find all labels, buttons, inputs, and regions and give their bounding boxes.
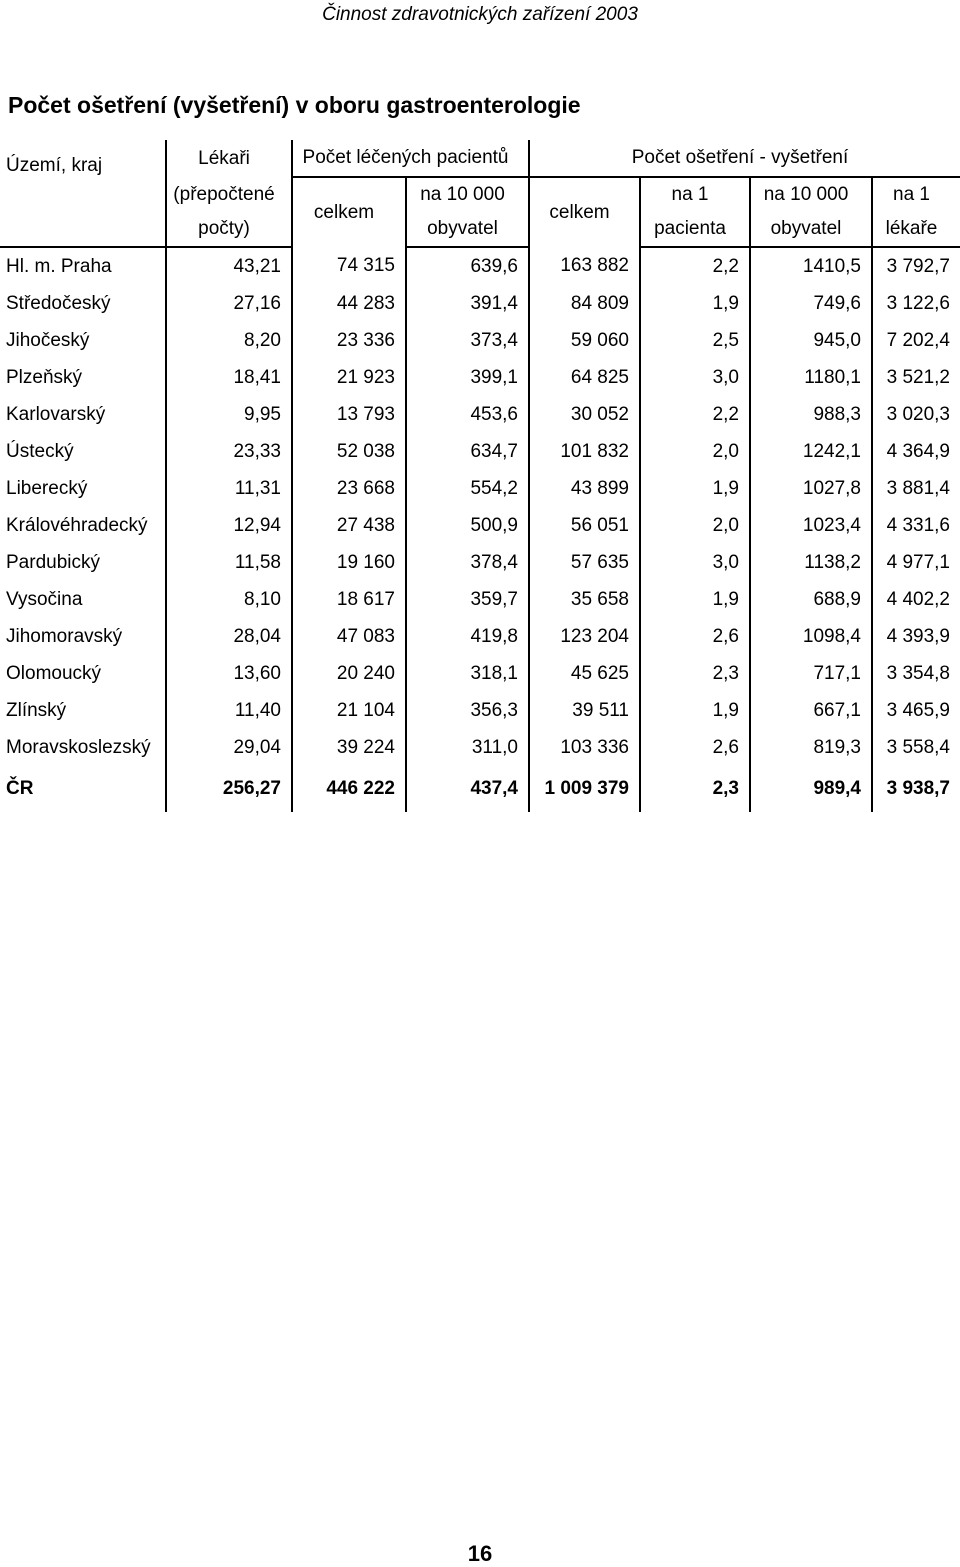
value-cell: 453,6 (406, 396, 529, 433)
value-cell: 318,1 (406, 655, 529, 692)
region-name-cell: Jihomoravský (6, 625, 123, 647)
value-cell: 47 083 (292, 618, 406, 655)
value-cell: 446 222 (292, 766, 406, 812)
value-cell: 819,3 (750, 729, 872, 766)
value-cell: 1,9 (640, 692, 750, 729)
page-number: 16 (467, 1541, 493, 1566)
value-cell: 35 658 (529, 581, 640, 618)
value-cell: 39 224 (292, 729, 406, 766)
value-cell: 3 020,3 (872, 396, 960, 433)
region-name-cell: Ústecký (6, 440, 74, 462)
value-cell: 23,33 (166, 433, 292, 470)
page-title: Počet ošetření (vyšetření) v oboru gastroenterologie (8, 92, 581, 118)
table-row (0, 618, 960, 655)
header-patients-per10k-bottom: obyvatel (406, 212, 529, 247)
value-cell: 1 009 379 (529, 766, 640, 812)
value-cell: 717,1 (750, 655, 872, 692)
value-cell: 989,4 (750, 766, 872, 812)
value-cell: 399,1 (406, 359, 529, 396)
value-cell: 18 617 (292, 581, 406, 618)
value-cell: 356,3 (406, 692, 529, 729)
value-cell: 19 160 (292, 544, 406, 581)
value-cell: 7 202,4 (872, 322, 960, 359)
value-cell: 373,4 (406, 322, 529, 359)
value-cell: 391,4 (406, 285, 529, 322)
value-cell: 28,04 (166, 618, 292, 655)
value-cell: 4 364,9 (872, 433, 960, 470)
region-name-cell: ČR (6, 778, 34, 799)
value-cell: 11,40 (166, 692, 292, 729)
value-cell: 2,6 (640, 618, 750, 655)
value-cell: 2,3 (640, 766, 750, 812)
value-cell: 43 899 (529, 470, 640, 507)
value-cell: 1098,4 (750, 618, 872, 655)
value-cell: 103 336 (529, 729, 640, 766)
header-patients-total: celkem (292, 177, 406, 247)
value-cell: 4 402,2 (872, 581, 960, 618)
value-cell: 123 204 (529, 618, 640, 655)
value-cell: 2,2 (640, 396, 750, 433)
region-name-cell: Jihočeský (6, 329, 90, 351)
value-cell: 3 521,2 (872, 359, 960, 396)
value-cell: 3 881,4 (872, 470, 960, 507)
value-cell: 256,27 (166, 766, 292, 812)
table-row (0, 322, 960, 359)
header-per10k-bottom: obyvatel (750, 212, 872, 247)
header-treatments-group: Počet ošetření - vyšetření (529, 140, 960, 177)
region-name-cell: Liberecký (6, 477, 88, 499)
header-per-doctor-top: na 1 (872, 177, 960, 212)
header-patients-per10k-top: na 10 000 (406, 177, 529, 212)
table-body (0, 247, 960, 812)
value-cell: 988,3 (750, 396, 872, 433)
value-cell: 13,60 (166, 655, 292, 692)
table-row (0, 729, 960, 766)
value-cell: 1,9 (640, 470, 750, 507)
region-name-cell: Hl. m. Praha (6, 255, 112, 277)
table-row (0, 692, 960, 729)
running-header: Činnost zdravotnických zařízení 2003 (322, 4, 638, 25)
table-row (0, 285, 960, 322)
value-cell: 52 038 (292, 433, 406, 470)
value-cell: 1410,5 (750, 247, 872, 285)
value-cell: 163 882 (529, 247, 640, 285)
value-cell: 3 354,8 (872, 655, 960, 692)
value-cell: 18,41 (166, 359, 292, 396)
value-cell: 1,9 (640, 285, 750, 322)
table-row (0, 544, 960, 581)
value-cell: 11,58 (166, 544, 292, 581)
header-region-bottom (0, 212, 166, 247)
value-cell: 8,20 (166, 322, 292, 359)
table-total-row (0, 766, 960, 812)
value-cell: 23 668 (292, 470, 406, 507)
value-cell: 29,04 (166, 729, 292, 766)
region-name-cell: Olomoucký (6, 662, 102, 684)
value-cell: 44 283 (292, 285, 406, 322)
value-cell: 749,6 (750, 285, 872, 322)
value-cell: 311,0 (406, 729, 529, 766)
value-cell: 20 240 (292, 655, 406, 692)
value-cell: 945,0 (750, 322, 872, 359)
header-per-doctor-bottom: lékaře (872, 212, 960, 247)
value-cell: 2,5 (640, 322, 750, 359)
value-cell: 8,10 (166, 581, 292, 618)
value-cell: 9,95 (166, 396, 292, 433)
value-cell: 43,21 (166, 247, 292, 285)
value-cell: 3,0 (640, 359, 750, 396)
value-cell: 1,9 (640, 581, 750, 618)
value-cell: 634,7 (406, 433, 529, 470)
header-doctors-recalc: (přepočtené (166, 177, 292, 212)
value-cell: 56 051 (529, 507, 640, 544)
table-row (0, 470, 960, 507)
value-cell: 1027,8 (750, 470, 872, 507)
value-cell: 23 336 (292, 322, 406, 359)
value-cell: 11,31 (166, 470, 292, 507)
value-cell: 1138,2 (750, 544, 872, 581)
region-name-cell: Plzeňský (6, 366, 83, 388)
value-cell: 359,7 (406, 581, 529, 618)
table-row (0, 396, 960, 433)
value-cell: 1180,1 (750, 359, 872, 396)
value-cell: 1023,4 (750, 507, 872, 544)
value-cell: 378,4 (406, 544, 529, 581)
value-cell: 45 625 (529, 655, 640, 692)
table-row (0, 247, 960, 285)
header-patients-group: Počet léčených pacientů (292, 140, 529, 177)
value-cell: 2,3 (640, 655, 750, 692)
value-cell: 3 938,7 (872, 766, 960, 812)
header-region: Území, kraj (6, 155, 103, 176)
value-cell: 3 792,7 (872, 247, 960, 285)
value-cell: 2,2 (640, 247, 750, 285)
header-doctors: Lékaři (166, 140, 292, 177)
value-cell: 667,1 (750, 692, 872, 729)
header-per-patient-top: na 1 (640, 177, 750, 212)
value-cell: 4 393,9 (872, 618, 960, 655)
value-cell: 4 331,6 (872, 507, 960, 544)
table-row (0, 507, 960, 544)
region-name-cell: Vysočina (6, 588, 83, 610)
statistics-table (0, 140, 960, 812)
value-cell: 2,0 (640, 507, 750, 544)
value-cell: 27 438 (292, 507, 406, 544)
value-cell: 3,0 (640, 544, 750, 581)
value-cell: 3 465,9 (872, 692, 960, 729)
table-row (0, 655, 960, 692)
value-cell: 3 558,4 (872, 729, 960, 766)
header-doctors-counts: počty) (166, 212, 292, 247)
region-name-cell: Pardubický (6, 551, 100, 573)
value-cell: 21 923 (292, 359, 406, 396)
region-name-cell: Královéhradecký (6, 514, 148, 536)
value-cell: 84 809 (529, 285, 640, 322)
value-cell: 27,16 (166, 285, 292, 322)
table-row (0, 359, 960, 396)
value-cell: 39 511 (529, 692, 640, 729)
value-cell: 2,6 (640, 729, 750, 766)
region-name-cell: Zlínský (6, 699, 67, 721)
region-name-cell: Středočeský (6, 292, 111, 314)
value-cell: 3 122,6 (872, 285, 960, 322)
header-per-patient-bottom: pacienta (640, 212, 750, 247)
region-name-cell: Moravskoslezský (6, 736, 151, 758)
value-cell: 13 793 (292, 396, 406, 433)
value-cell: 64 825 (529, 359, 640, 396)
header-per10k-top: na 10 000 (750, 177, 872, 212)
value-cell: 57 635 (529, 544, 640, 581)
region-name-cell: Karlovarský (6, 403, 106, 425)
value-cell: 1242,1 (750, 433, 872, 470)
value-cell: 554,2 (406, 470, 529, 507)
value-cell: 21 104 (292, 692, 406, 729)
value-cell: 4 977,1 (872, 544, 960, 581)
value-cell: 101 832 (529, 433, 640, 470)
value-cell: 437,4 (406, 766, 529, 812)
table-row (0, 433, 960, 470)
value-cell: 74 315 (292, 247, 406, 285)
value-cell: 419,8 (406, 618, 529, 655)
value-cell: 12,94 (166, 507, 292, 544)
value-cell: 2,0 (640, 433, 750, 470)
table-row (0, 581, 960, 618)
value-cell: 500,9 (406, 507, 529, 544)
value-cell: 30 052 (529, 396, 640, 433)
header-treatments-total: celkem (529, 177, 640, 247)
value-cell: 688,9 (750, 581, 872, 618)
value-cell: 59 060 (529, 322, 640, 359)
value-cell: 639,6 (406, 247, 529, 285)
header-region-spacer (0, 177, 166, 212)
